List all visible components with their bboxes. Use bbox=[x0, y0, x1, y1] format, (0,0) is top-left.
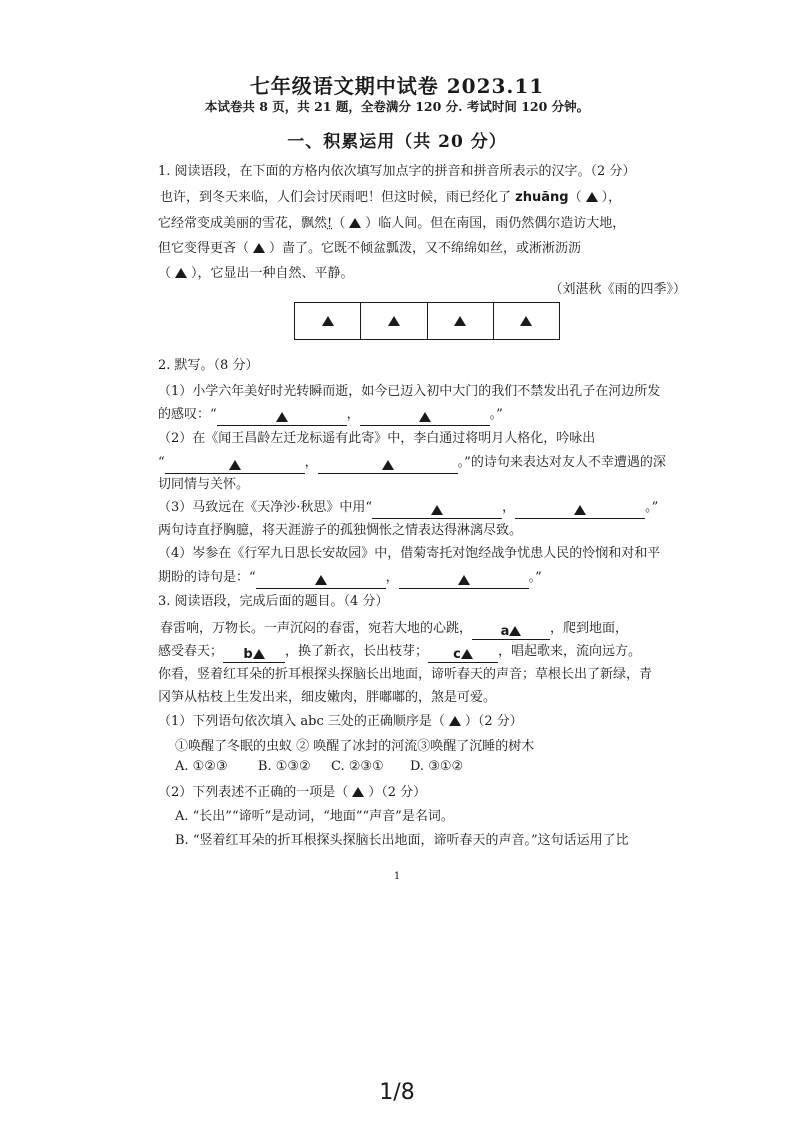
q3-sub2-option-a[interactable]: A. “长出”“谛听”是动词，“地面”“声音”是名词。 bbox=[175, 809, 454, 824]
q1-line-4: （ ），它显出一种自然、平静。 bbox=[158, 266, 354, 281]
q2-p2-line-2: “ ， 。”的诗句来表达对友人不幸遭遇的深 bbox=[158, 451, 666, 474]
answer-blank[interactable] bbox=[360, 410, 490, 426]
answer-triangle-icon bbox=[419, 412, 431, 422]
answer-blank-a[interactable] bbox=[472, 624, 550, 640]
q3-text: （2）下列表述不正确的一项是（ bbox=[158, 785, 349, 800]
q1-pinyin: zhuāng bbox=[515, 190, 569, 205]
choice-d[interactable]: D. ③①② bbox=[409, 759, 464, 774]
q2-p4-line-1: （4）岑参在《行军九日思长安故园》中，借菊寄托对饱经战争忧患人民的怜悯和对和平 bbox=[158, 546, 661, 561]
q1-source: （刘湛秋《雨的四季》） bbox=[549, 282, 686, 297]
answer-triangle-icon bbox=[349, 218, 361, 228]
q1-text: 但它变得更吝（ bbox=[158, 241, 250, 256]
answer-triangle-icon bbox=[454, 316, 466, 326]
answer-cell[interactable] bbox=[361, 303, 427, 339]
q1-text: ， bbox=[608, 190, 622, 205]
answer-blank-b[interactable] bbox=[223, 647, 285, 663]
blank-label: a bbox=[500, 624, 510, 639]
q2-text: 。” bbox=[645, 500, 659, 515]
q2-stem: 2. 默写。（8 分） bbox=[158, 358, 259, 373]
q2-p3-line-2: 两句诗直抒胸臆，将天涯游子的孤独惆怅之情表达得淋漓尽致。 bbox=[158, 523, 523, 538]
q2-text: 。”的诗句来表达对友人不幸遭遇的深 bbox=[457, 455, 666, 470]
answer-triangle-icon bbox=[322, 316, 334, 326]
answer-blank[interactable] bbox=[256, 573, 386, 589]
q3-text: ）（2 分） bbox=[464, 714, 523, 729]
answer-blank[interactable] bbox=[165, 458, 305, 474]
answer-triangle-icon bbox=[175, 268, 187, 278]
q1-stem: 1. 阅读语段，在下面的方格内依次填写加点字的拼音和拼音所表示的汉字。（2 分） bbox=[158, 164, 636, 179]
q3-text: （1）下列语句依次填入 abc 三处的正确顺序是（ bbox=[158, 714, 445, 729]
q1-line-2: 它经常变成美丽的雪花，飘然!（ ）临人间。但在南国，雨仍然偶尔造访大地， bbox=[158, 216, 626, 231]
q2-p2-line-3: 切同情与关怀。 bbox=[158, 477, 250, 492]
q3-text: ，换了新衣，长出枝芽； bbox=[285, 644, 429, 659]
answer-blank-c[interactable] bbox=[428, 647, 498, 663]
answer-triangle-icon bbox=[458, 575, 470, 585]
answer-triangle-icon bbox=[520, 316, 532, 326]
q1-text: 也许，到冬天来临，人们会讨厌雨吧！但这时候，雨已经化了 bbox=[160, 190, 512, 205]
answer-cell[interactable] bbox=[295, 303, 361, 339]
q3-stem: 3. 阅读语段，完成后面的题目。（4 分） bbox=[158, 594, 389, 609]
answer-blank[interactable] bbox=[217, 410, 347, 426]
answer-triangle-icon bbox=[276, 412, 288, 422]
q3-sub1 bbox=[158, 710, 523, 729]
page-title: 七年级语文期中试卷 2023.11 bbox=[249, 74, 545, 98]
choice-b[interactable]: B. ①③② bbox=[257, 759, 311, 774]
answer-cell[interactable] bbox=[494, 303, 559, 339]
q2-p4-line-2: 期盼的诗句是：“ ， 。” bbox=[158, 566, 542, 589]
answer-triangle-icon bbox=[509, 626, 521, 636]
answer-blank[interactable] bbox=[399, 573, 529, 589]
answer-blank[interactable] bbox=[318, 458, 458, 474]
q1-text: 临人间。但在南国，雨仍然偶尔造访大地， bbox=[378, 216, 626, 231]
answer-triangle-icon bbox=[586, 192, 598, 202]
q3-text: 感受春天； bbox=[158, 644, 224, 659]
answer-triangle-icon bbox=[449, 716, 461, 726]
page-number: 1 bbox=[393, 871, 401, 882]
answer-triangle-icon bbox=[315, 575, 327, 585]
choice-c[interactable]: C. ②③① bbox=[330, 759, 384, 774]
q3-sub2-option-b[interactable]: B. “竖着红耳朵的折耳根探头探脑长出地面，谛听春天的声音。”这句话运用了比 bbox=[175, 833, 629, 848]
q1-text: 它经常变成美丽的雪花，飘然 bbox=[158, 216, 328, 231]
q2-p3-line-1: （3）马致远在《天净沙·秋思》中用“ ， 。” bbox=[158, 496, 658, 519]
q3-sub1-options: ①唤醒了冬眠的虫蚁 ② 唤醒了冰封的河流③唤醒了沉睡的树木 bbox=[175, 739, 535, 754]
q2-p1-line-2: 的感叹：“ ， 。” bbox=[158, 403, 503, 426]
q3-text: ）（2 分） bbox=[368, 785, 427, 800]
q2-text: 的感叹：“ bbox=[158, 407, 217, 422]
answer-triangle-icon bbox=[388, 316, 400, 326]
q1-line-3 bbox=[158, 237, 581, 256]
answer-triangle-icon bbox=[229, 460, 241, 470]
q3-sub1-choices bbox=[175, 759, 463, 774]
page-counter: 1/8 bbox=[379, 1080, 415, 1105]
q3-reading-line-4: 冈笋从枯枝上生发出来，细皮嫩肉，胖嘟嘟的，煞是可爱。 bbox=[158, 690, 497, 705]
answer-triangle-icon bbox=[253, 243, 265, 253]
q3-text: 春雷响，万物长。一声沉闷的春雷，宛若大地的心跳， bbox=[160, 621, 473, 636]
exam-info: 本试卷共 8 页，共 21 题，全卷满分 120 分. 考试时间 120 分钟。 bbox=[204, 99, 590, 114]
answer-blank[interactable] bbox=[515, 503, 645, 519]
q3-text: ，爬到地面， bbox=[550, 621, 629, 636]
q2-text: （3）马致远在《天净沙·秋思》中用“ bbox=[158, 500, 373, 515]
q2-p1-line-1: （1）小学六年美好时光转瞬而逝，如今已迈入初中大门的我们不禁发出孔子在河边所发 bbox=[158, 384, 661, 399]
q1-text: ，它显出一种自然、平静。 bbox=[197, 266, 354, 281]
q3-reading-line-3: 你看，竖着红耳朵的折耳根探头探脑长出地面，谛听春天的声音；草根长出了新绿，青 bbox=[158, 667, 653, 682]
section-heading: 一、积累运用（共 20 分） bbox=[287, 132, 507, 152]
blank-label: c bbox=[453, 647, 461, 662]
blank-label: b bbox=[243, 647, 253, 662]
choice-a[interactable]: A. ①②③ bbox=[175, 759, 228, 774]
answer-triangle-icon bbox=[382, 460, 394, 470]
answer-cell[interactable] bbox=[428, 303, 494, 339]
q1-line-1: 也许，到冬天来临，人们会讨厌雨吧！但这时候，雨已经化了 zhuāng（ ）， bbox=[160, 190, 622, 205]
answer-triangle-icon bbox=[574, 505, 586, 515]
answer-triangle-icon bbox=[352, 787, 364, 797]
q2-text: 。” bbox=[528, 570, 542, 585]
answer-triangle-icon bbox=[461, 649, 473, 659]
answer-triangle-icon bbox=[431, 505, 443, 515]
q3-reading-line-2 bbox=[158, 640, 641, 663]
answer-triangle-icon bbox=[253, 649, 265, 659]
answer-blank[interactable] bbox=[372, 503, 502, 519]
answer-grid bbox=[294, 302, 560, 340]
q3-sub2 bbox=[158, 781, 426, 800]
q3-reading-line-1 bbox=[160, 617, 628, 640]
q2-text: 期盼的诗句是：“ bbox=[158, 570, 256, 585]
q1-text: ）啬了。它既不倾盆瓢泼，又不绵绵如丝，或淅淅沥沥 bbox=[269, 241, 582, 256]
q2-p2-line-1: （2）在《闻王昌龄左迁龙标遥有此寄》中，李白通过将明月人格化，吟咏出 bbox=[158, 431, 596, 446]
q3-text: ，唱起歌来，流向远方。 bbox=[498, 644, 642, 659]
